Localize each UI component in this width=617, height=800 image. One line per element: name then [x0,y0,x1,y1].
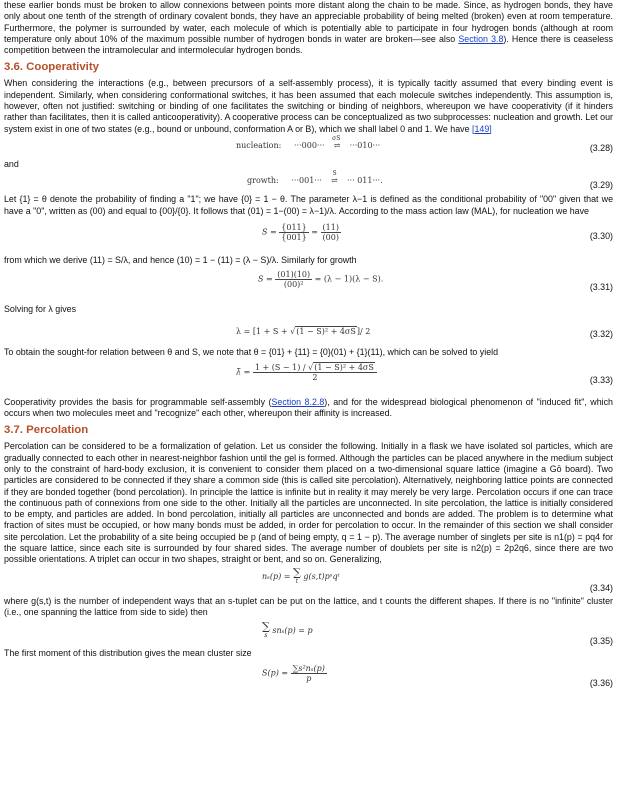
equation-3-34: nₛ(p) = ∑ t g(s,t)pˢqᵗ (3.34) [262,565,613,593]
cooperativity-paragraph-2: Let {1} = θ denote the probability of finding a "1"; we have {0} = 1 − θ. The parameter λ−1 is defined as the conditional probability of "00" given that we have a "0", written as (00) and equal to {00}/{0}. It follows that (01) = 1−(00) = λ−1)/λ. According to the mass action law (MAL), for nucleation we have [4,194,613,216]
percolation-paragraph-3: The first moment of this distribution gives the mean cluster size [4,648,252,659]
equation-number: (3.29) [589,180,613,191]
cooperativity-paragraph-5: To obtain the sought-for relation between θ and S, we note that θ = {01} + {11} = {0}(01) + {1}(11), which can be solved to yield [4,347,499,358]
reference-149-link[interactable]: [149] [472,123,492,134]
equation-3-32: λ = [1 + S + √(1 − S)² + 4σS]/ 2 (3.32) [236,327,613,340]
equation-3-28: nucleation: ···000··· σS ⇌ ···010··· (3.28) [236,134,613,153]
section-3-8-link[interactable]: Section 3.8 [458,33,504,44]
equation-number: (3.28) [589,142,613,153]
equation-number: (3.35) [589,636,613,647]
cooperativity-paragraph-1: When considering the interactions (e.g., between precursors of a self-assembly process), it is typically tacitly assumed that every binding event is independent. Similarly, when considering conformational switches, it has been assumed that each molecule switches independently. This assumption is, however, often not justified: switching or binding of one facilitates the switching or binding of neighbors, whereupon we have cooperativity (if it hinders rather than facilitates, then it is called anticooperativity). A cooperative process can be conceptualized as two subprocesses: nucleation and growth. Let our system exist in one of two states (e.g., bound or unbound, conformation A or B), which we shall label 0 and 1. We have [149] [4,78,613,134]
equation-3-30: S = $\frac{\{011\}}{\{001\}}$ = $\frac{(11)}{(00)}$ (3.30) [262,222,613,242]
equation-3-36: S(p) = $\frac{\text{∑s²nₛ(p)}}{p}$ (3.36) [262,663,613,688]
percolation-paragraph-2: where g(s,t) is the number of independent ways that an s-tuplet can be put on the lattice, and t counts the different shapes. If there is no "infinite" cluster (i.e., one spanning the lattice from side to side) then [4,595,613,617]
intro-paragraph: these earlier bonds must be broken to allow connexions between points more distant along the chain to be made. Since, as hydrogen bonds, they have only about one tenth of the strength of ordinary covalent bonds, they have an appreciable probability of being melted (broken) even at room temperature. Furthermore, the polymer is surrounded by water, each molecule of which is potentially able to participate in four hydrogen bonds (although at room temperature only about 10% of the maximum possible number of hydrogen bonds in water are broken—see also Section 3.8). Hence there is ceaseless competition between the intramolecular and intermolecular hydrogen bonds. [4,0,613,56]
equation-number: (3.31) [589,282,613,293]
equation-number: (3.36) [589,677,613,688]
equation-3-29: growth: ···001··· S ⇌ ··· 011···. (3.29) [247,170,613,191]
equation-3-31: S = $\frac{(01)(10)}{\text{(00)²}}$ = (λ − 1)(λ − S). (3.31) [258,270,613,293]
section-8-2-8-link[interactable]: Section 8.2.8 [271,396,325,407]
equation-number: (3.33) [589,374,613,385]
equation-number: (3.32) [589,329,613,340]
percolation-paragraph-1: Percolation can be considered to be a formalization of gelation. Let us consider the following. Initially in a flask we have isolated sol particles, which are gradually connected to each other in nearest-neighbor fashion until the gel is formed. Although the particles can be placed anywhere in the medium subject only to the constraint of hard-body exclusion, it is convenient to consider them placed on a two-dimensional square lattice (imagine a Gō board). Two particles are considered to be connected if they share a common side (this is called site percolation). Alternatively, neighboring lattice points are connected if they are bonded together (bond percolation). In principle the lattice is infinite but in reality it may merely be very large. Percolation occurs if one can trace the continuous path of connexions from one side to the other. Initially all the particles are unconnected. In site percolation, the lattice is initially considered to be empty, and particles are added. In bond percolation, initially all particles are unconnected and bonds are added. The problem is to determine what fraction of sites must be occupied, or how many bonds must be added, in order for percolation to occur. In the remainder of this section we shall consider site percolation. Let the probability of a site being occupied be p (and of being empty, q = 1 − p). The average number of singlets per site is n1(p) = pq4 for the square lattice, since each site is surrounded by four shared sides. The average number of doublets per site is n2(p) = 2p2q6, since there are two possible orientations. A triplet can occur in two shapes, straight or bent, and so on. Generalizing, [4,441,613,565]
cooperativity-paragraph-3: from which we derive (11) = S/λ, and hence (10) = 1 − (11) = (λ − S)/λ. Similarly for growth [4,254,357,265]
cooperativity-heading: 3.6. Cooperativity [4,61,99,74]
equation-3-33: λ̄ = $\frac{\text{1 + (S − 1) / √(1 − S)² + 4σS}}{2}$ (3.33) [236,362,613,385]
equation-number: (3.34) [589,582,613,593]
cooperativity-paragraph-4: Solving for λ gives [4,304,77,315]
cooperativity-paragraph-6: Cooperativity provides the basis for programmable self-assembly (Section 8.2.8), and for the widespread biological phenomenon of "induced fit", which occurs when two molecules meet and "recognize" each other, whereupon their affinity is increased. [4,396,613,419]
percolation-heading: 3.7. Percolation [4,424,89,437]
equation-number: (3.30) [589,230,613,241]
eq-label: nucleation: [236,140,282,150]
article-page [4,0,613,694]
equation-3-35: ∑ s snₛ(p) = p (3.35) [262,620,613,647]
and-text: and [4,158,19,169]
